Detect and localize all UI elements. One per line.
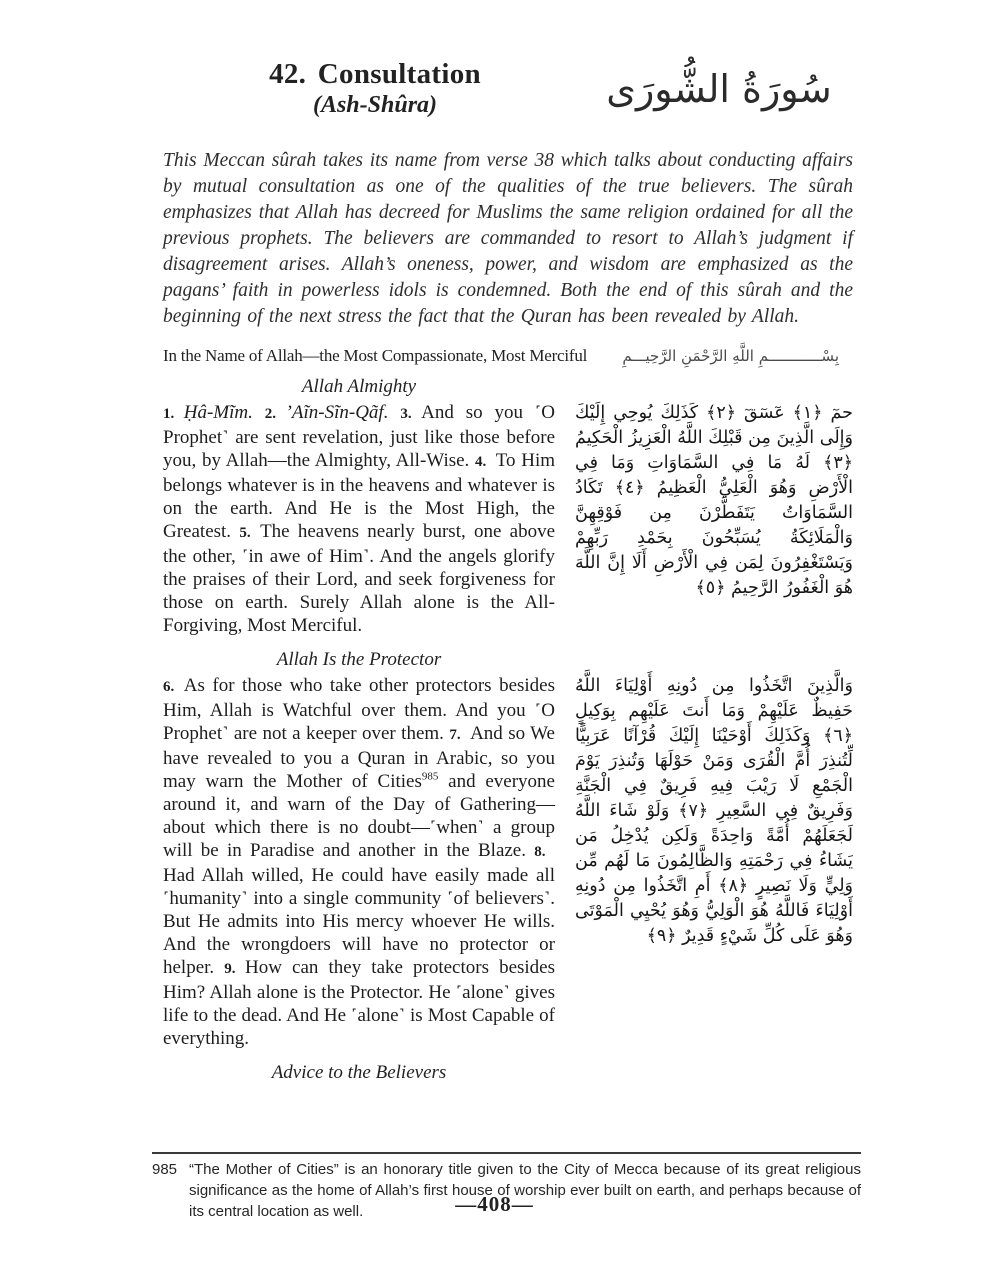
verse-number: 5. — [239, 525, 251, 541]
transliteration-text: ’Aĩn-Sĩn-Qãf. — [285, 402, 389, 423]
verses-english — [163, 674, 555, 1050]
surah-section — [163, 647, 853, 1050]
surah-section — [163, 374, 853, 637]
transliteration-text: Ḥâ-Mĩm. — [183, 402, 253, 423]
verses-english — [163, 401, 555, 637]
verse-text: And so We have revealed to you a Quran in Arabic, so you may warn the Mother of Cities — [163, 723, 555, 792]
verse-text: How can they take protectors besides Him? Allah alone is the Protector. He ˹alone˺ gives life to the dead. And He ˹alone˺ is Most Capable of everything. — [163, 957, 556, 1049]
surah-title: 42. Consultation — [269, 58, 481, 90]
footnote-number: 985 — [152, 1161, 178, 1178]
verses-arabic: وَالَّذِينَ اتَّخَذُوا مِن دُونِهِ أَوْلِيَاءَ اللَّهُ حَفِيظٌ عَلَيْهِمْ وَمَا أَنتَ عَلَيْهِم بِوَكِيلٍ ﴿٦﴾ وَكَذَلِكَ أَوْحَيْنَا إِلَيْكَ قُرْآنًا عَرَبِيًّا لِّتُنذِرَ أُمَّ الْقُرَى وَمَنْ حَوْلَهَا وَتُنذِرَ يَوْمَ الْجَمْعِ لَا رَيْبَ فِيهِ فَرِيقٌ فِي الْجَنَّةِ وَفَرِيقٌ فِي السَّعِيرِ ﴿٧﴾ وَلَوْ شَاءَ اللَّهُ لَجَعَلَهُمْ أُمَّةً وَاحِدَةً وَلَكِن يُدْخِلُ مَن يَشَاءُ فِي رَحْمَتِهِ وَالظَّالِمُونَ مَا لَهُم مِّن وَلِيٍّ وَلَا نَصِيرٍ ﴿٨﴾ أَمِ اتَّخَذُوا مِن دُونِهِ أَوْلِيَاءَ فَاللَّهُ هُوَ الْوَلِيُّ وَهُوَ يُحْيِي الْمَوْتَى وَهُوَ عَلَى كُلِّ شَيْءٍ قَدِيرٌ ﴿٩﴾ — [575, 676, 853, 946]
section-heading: Allah Almighty — [301, 376, 417, 397]
footnote-text: “The Mother of Cities” is an honorary title given to the City of Mecca because of its great religious significance as the home of Allah’s first house of worship ever built on earth, and perhaps because of its central location as well. — [189, 1161, 861, 1220]
verse-text: To Him belongs whatever is in the heavens and whatever is on the earth. And He is the Most High, the Greatest. — [163, 450, 556, 542]
footnote-reference: 985 — [421, 770, 439, 783]
verse-number: 4. — [475, 454, 487, 470]
surah-title-block — [163, 58, 569, 120]
verse-number: 2. — [264, 406, 277, 422]
verse-number: 7. — [449, 727, 461, 743]
surah-title-arabic-calligraphy: سُورَةُ الشُّورَى — [606, 67, 832, 111]
surah-section — [163, 1060, 853, 1082]
page-number: —408— — [455, 1192, 534, 1216]
surah-introduction: This Meccan sûrah takes its name from verse 38 which talks about conducting affairs by mutual consultation as one of the qualities of the true believers. The sûrah emphasizes that Allah has decreed for Muslims the same religion ordained for all the previous prophets. The believers are commanded to resort to Allah’s judgment if disagreement arises. Allah’s oneness, power, and wisdom are emphasized as the pagans’ faith in powerless idols is condemned. Both the end of this sûrah and the beginning of the next stress the fact that the Quran has been revealed by Allah. — [163, 150, 853, 327]
verse-text: And so you ˹O Prophet˺ are sent revelation, just like those before you, by Allah—the Almighty, All-Wise. — [163, 402, 555, 471]
verse-sections — [163, 374, 853, 1082]
verse-number: 3. — [400, 406, 412, 422]
basmalah-english: In the Name of Allah—the Most Compassionate, Most Merciful — [163, 346, 588, 365]
verse-text: and everyone around it, and warn of the Day of Gathering—about which there is no doubt—˹when˺ a group will be in Paradise and another in the Blaze. — [163, 771, 555, 861]
verse-number: 1. — [163, 406, 175, 422]
verse-text: The heavens nearly burst, one above the other, ˹in awe of Him˺. And the angels glorify the praises of their Lord, and seek forgiveness for those on earth. Surely Allah alone is the All-Forgiving, Most Merciful. — [163, 521, 556, 636]
section-heading: Advice to the Believers — [271, 1062, 447, 1082]
surah-subtitle: (Ash-Shûra) — [312, 92, 438, 118]
verse-number: 6. — [163, 679, 175, 695]
section-heading: Allah Is the Protector — [276, 649, 442, 670]
basmalah-arabic-calligraphy: بِسْــــــــــــمِ اللَّهِ الرَّحْمَنِ الرَّحِيـــمِ — [622, 347, 839, 365]
verse-number: 9. — [224, 961, 236, 977]
verse-text: As for those who take other protectors besides Him, Allah is Watchful over them. And you ˹O Prophet˺ are not a keeper over them. — [163, 675, 555, 744]
verses-arabic: حمٓ ﴿١﴾ عٓسٓقٓ ﴿٢﴾ كَذَلِكَ يُوحِي إِلَيْكَ وَإِلَى الَّذِينَ مِن قَبْلِكَ اللَّهُ الْعَزِيزُ الْحَكِيمُ ﴿٣﴾ لَهُ مَا فِي السَّمَاوَاتِ وَمَا فِي الْأَرْضِ وَهُوَ الْعَلِيُّ الْعَظِيمُ ﴿٤﴾ تَكَادُ السَّمَاوَاتُ يَتَفَطَّرْنَ مِن فَوْقِهِنَّ وَالْمَلَائِكَةُ يُسَبِّحُونَ بِحَمْدِ رَبِّهِمْ وَيَسْتَغْفِرُونَ لِمَن فِي الْأَرْضِ أَلَا إِنَّ اللَّهَ هُوَ الْغَفُورُ الرَّحِيمُ ﴿٥﴾ — [575, 403, 853, 598]
basmalah-row — [163, 346, 853, 366]
verse-text: Had Allah willed, He could have easily made all ˹humanity˺ into a single community ˹of believers˺. But He admits into His mercy whoever He wills. And the wrongdoers will have no protector or helper. — [163, 865, 555, 978]
surah-header — [163, 56, 853, 122]
verse-number: 8. — [534, 844, 546, 860]
